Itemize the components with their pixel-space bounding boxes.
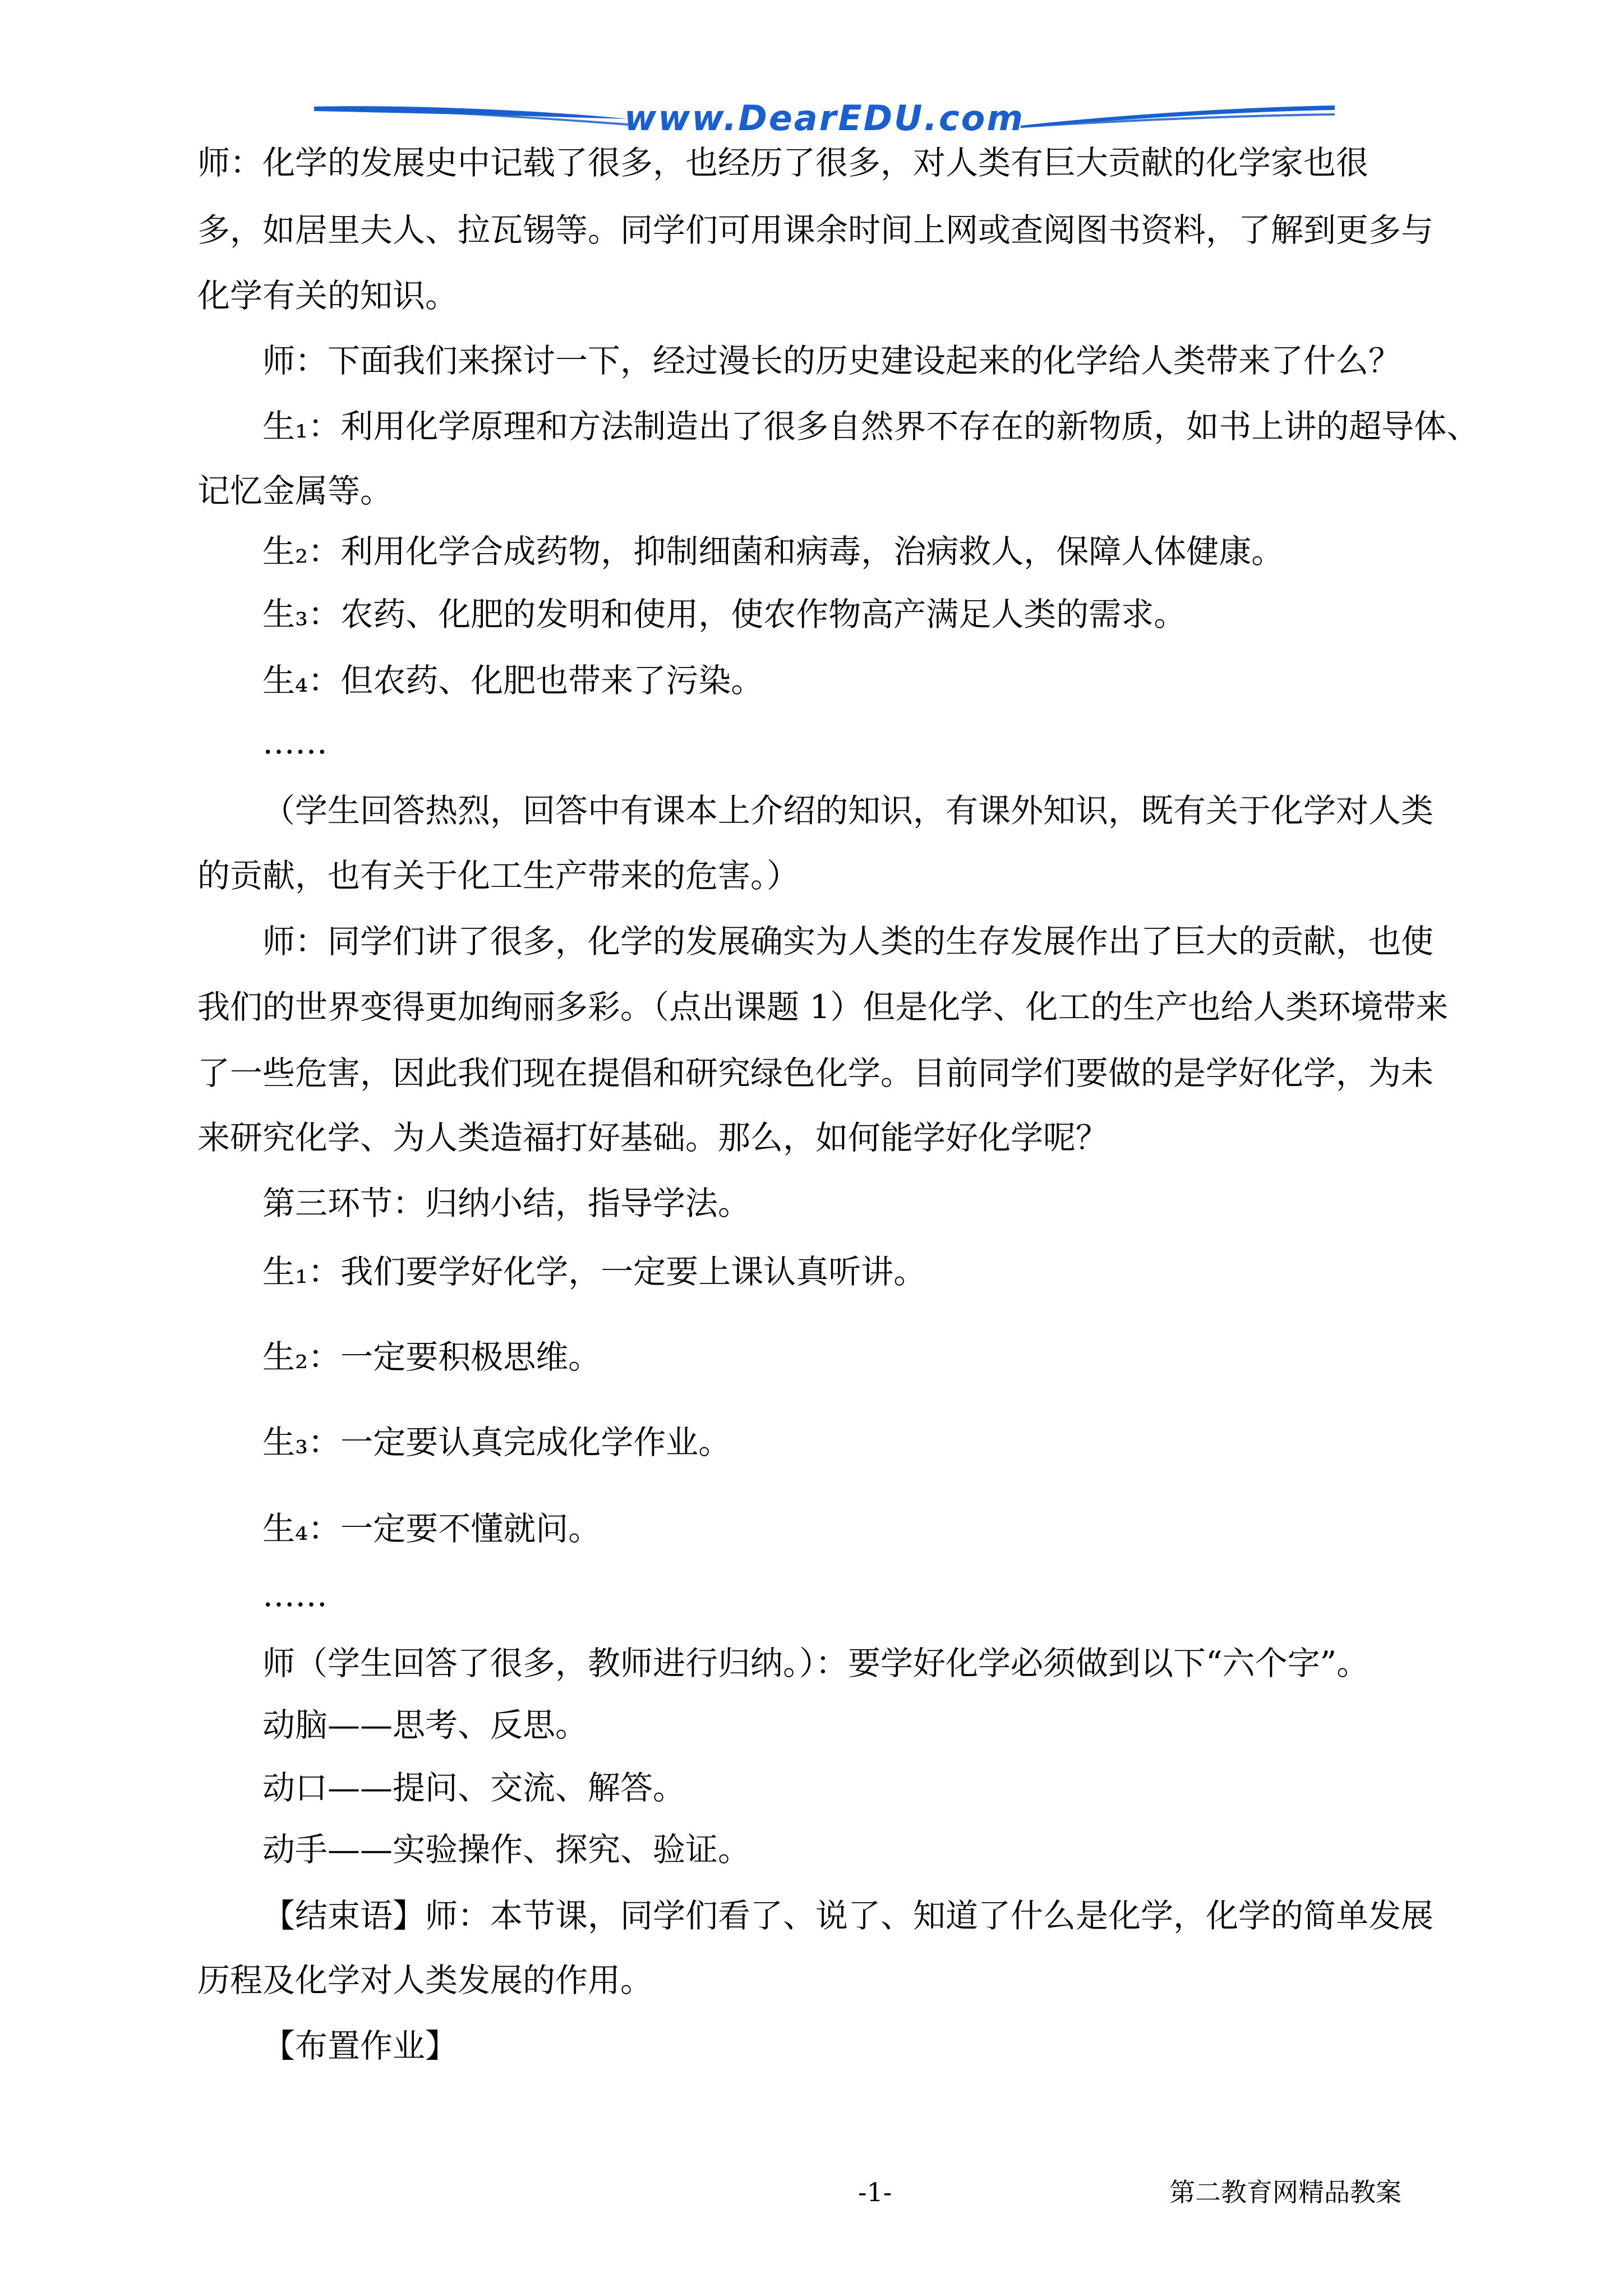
site-logo-header [314,94,1335,145]
ellipsis-line: …… [262,723,328,761]
paragraph-line: 了一些危害，因此我们现在提倡和研究绿色化学。目前同学们要做的是学好化学，为未 [197,1054,1434,1092]
paragraph-line: 师：下面我们来探讨一下，经过漫长的历史建设起来的化学给人类带来了什么？ [262,342,1401,380]
paragraph-line: 记忆金属等。 [197,472,393,510]
section-heading: 第三环节：归纳小结，指导学法。 [262,1184,751,1222]
paragraph-line: 动脑——思考、反思。 [262,1706,588,1744]
paragraph-line: 多，如居里夫人、拉瓦锡等。同学们可用课余时间上网或查阅图书资料，了解到更多与 [197,211,1434,249]
paragraph-line: 动口——提问、交流、解答。 [262,1769,686,1807]
paragraph-line: 生₂：利用化学合成药物，抑制细菌和病毒，治病救人，保障人体健康。 [262,532,1284,570]
page-number: -1- [858,2177,892,2207]
paragraph-line: 生₂：一定要积极思维。 [262,1338,601,1376]
paragraph-line: 我们的世界变得更加绚丽多彩。（点出课题 1）但是化学、化工的生产也给人类环境带来 [197,988,1449,1026]
ellipsis-line: …… [262,1576,328,1614]
paragraph-line: 历程及化学对人类发展的作用。 [197,1961,653,1999]
paragraph-line: 生₁：利用化学原理和方法制造出了很多自然界不存在的新物质，如书上讲的超导体、 [262,407,1479,445]
paragraph-line: 生₄：一定要不懂就问。 [262,1510,601,1548]
paragraph-line: 师：化学的发展史中记载了很多，也经历了很多，对人类有巨大贡献的化学家也很 [197,144,1369,182]
paragraph-line: 化学有关的知识。 [197,277,458,315]
paragraph-line: 师：同学们讲了很多，化学的发展确实为人类的生存发展作出了巨大的贡献，也使 [262,922,1434,960]
paragraph-line: 生₁：我们要学好化学，一定要上课认真听讲。 [262,1253,926,1291]
paragraph-line: 【结束语】师：本节课，同学们看了、说了、知道了什么是化学，化学的简单发展 [262,1897,1434,1935]
paragraph-line: 生₃：一定要认真完成化学作业。 [262,1423,731,1461]
paragraph-line: （学生回答热烈，回答中有课本上介绍的知识，有课外知识，既有关于化学对人类 [262,792,1434,830]
footer-site-name: 第二教育网精品教案 [1169,2177,1401,2207]
paragraph-line: 动手——实验操作、探究、验证。 [262,1830,751,1869]
paragraph-line: 生₄：但农药、化肥也带来了污染。 [262,661,764,700]
paragraph-line: 的贡献，也有关于化工生产带来的危害。） [197,857,800,895]
paragraph-line: 师（学生回答了很多，教师进行归纳。）：要学好化学必须做到以下“六个字”。 [262,1644,1370,1682]
paragraph-line: 生₃：农药、化肥的发明和使用，使农作物高产满足人类的需求。 [262,595,1187,633]
paragraph-line: 来研究化学、为人类造福打好基础。那么，如何能学好化学呢？ [197,1119,1109,1157]
site-logo-text[interactable]: www.DearEDU.com [624,98,1025,139]
section-heading: 【布置作业】 [262,2027,458,2065]
